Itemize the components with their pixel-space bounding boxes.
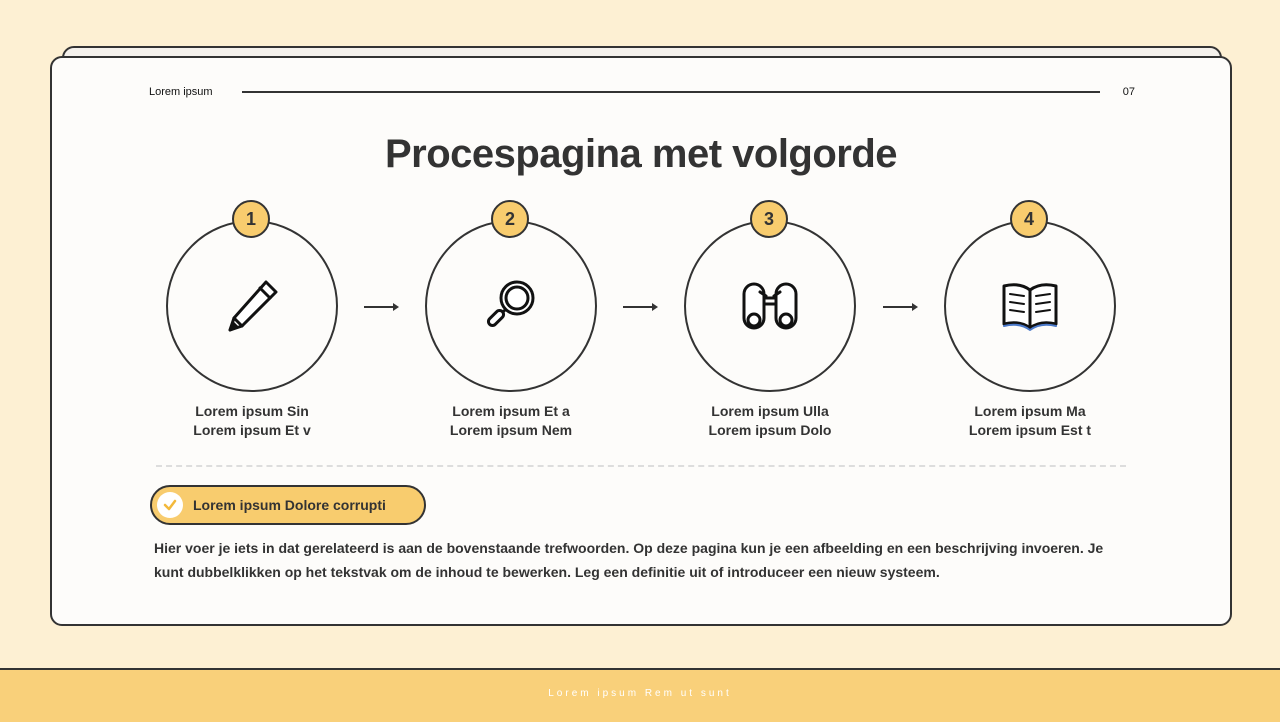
highlight-pill bbox=[150, 485, 426, 525]
section-divider bbox=[156, 465, 1126, 467]
step-circle bbox=[425, 220, 597, 392]
step-label-line-1: Lorem ipsum Sin bbox=[195, 403, 309, 419]
step-label bbox=[405, 402, 617, 440]
step-label-line-2: Lorem ipsum Est t bbox=[968, 422, 1092, 438]
step-number-badge: 1 bbox=[232, 200, 270, 238]
arrow-right-icon bbox=[364, 301, 400, 313]
step-label-line-1: Lorem ipsum Et a bbox=[452, 403, 570, 419]
page-title: Procespagina met volgorde bbox=[384, 132, 898, 176]
check-icon bbox=[157, 492, 183, 518]
footer-bar bbox=[0, 668, 1280, 722]
step-label bbox=[924, 402, 1136, 440]
step-label-line-1: Lorem ipsum Ulla bbox=[711, 403, 829, 419]
magnifier-icon bbox=[479, 274, 543, 338]
step-circle bbox=[684, 220, 856, 392]
pencil-icon bbox=[220, 274, 284, 338]
step-label-line-2: Lorem ipsum Et v bbox=[193, 422, 311, 438]
step-label-line-2: Lorem ipsum Dolo bbox=[708, 422, 832, 438]
page-number: 07 bbox=[1122, 86, 1135, 98]
step-label-line-1: Lorem ipsum Ma bbox=[974, 403, 1086, 419]
step-circle bbox=[944, 220, 1116, 392]
step-label bbox=[146, 402, 358, 440]
step-number-badge: 3 bbox=[750, 200, 788, 238]
step-number-badge: 4 bbox=[1010, 200, 1048, 238]
open-book-icon bbox=[998, 274, 1062, 338]
slide-card bbox=[50, 56, 1232, 626]
description-text: Hier voer je iets in dat gerelateerd is aan de bovenstaande trefwoorden. Op deze pagina kun je een afbeelding en een beschrijving invoeren. Je kunt dubbelklikken op het tekstvak om de inhoud te bewerken. Leg een definitie uit of introduceer een nieuw systeem. bbox=[154, 540, 1104, 580]
binoculars-icon bbox=[738, 274, 802, 338]
step-label bbox=[664, 402, 876, 440]
arrow-right-icon bbox=[883, 301, 919, 313]
header-label: Lorem ipsum bbox=[149, 86, 213, 98]
step-circle bbox=[166, 220, 338, 392]
step-number-badge: 2 bbox=[491, 200, 529, 238]
highlight-text: Lorem ipsum Dolore corrupti bbox=[193, 497, 386, 513]
header-divider bbox=[242, 91, 1100, 93]
footer-text: Lorem ipsum Rem ut sunt bbox=[548, 688, 732, 699]
step-label-line-2: Lorem ipsum Nem bbox=[449, 422, 573, 438]
arrow-right-icon bbox=[623, 301, 659, 313]
